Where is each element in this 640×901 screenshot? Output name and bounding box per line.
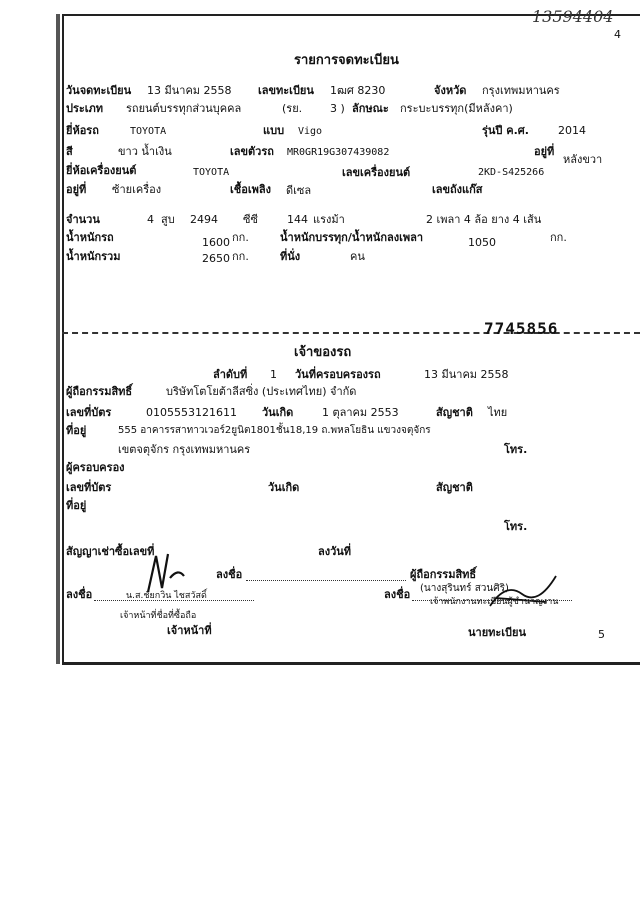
- scan-shadow: [56, 14, 60, 664]
- sign-registrar-label: ลงชื่อ: [384, 588, 411, 601]
- load-unit: กก.: [550, 231, 567, 244]
- plate-number: 1ฒศ 8230: [330, 84, 386, 97]
- load-label: น้ำหนักบรรทุก/น้ำหนักลงเพลา: [280, 231, 424, 244]
- address-label: ที่อยู่: [66, 424, 87, 437]
- vin: MR0GR19G307439082: [287, 147, 390, 158]
- possessor-label: ผู้ครอบครอง: [66, 461, 125, 474]
- possess-date: 13 มีนาคม 2558: [424, 368, 509, 381]
- birth-date: 1 ตุลาคม 2553: [322, 406, 399, 419]
- engine-brand-label: ยี่ห้อเครื่องยนต์: [66, 164, 137, 177]
- year-label: รุ่นปี ค.ศ.: [482, 124, 529, 137]
- officer-name: น.ส.ชัยกวิน ไชสวัสดิ์: [126, 591, 207, 601]
- possessor-address-label: ที่อยู่: [66, 499, 87, 512]
- possessor-tel-label: โทร.: [504, 520, 528, 533]
- order-number: 1: [270, 368, 277, 381]
- frame-bottom: [62, 662, 640, 665]
- holder-sign-label: ผู้ถือกรรมสิทธิ์: [410, 568, 477, 581]
- total-weight-label: น้ำหนักรวม: [66, 250, 121, 263]
- seats-unit: คน: [350, 250, 365, 263]
- engine-loc-label: อยู่ที่: [66, 183, 87, 196]
- engine-brand: TOYOTA: [193, 167, 230, 178]
- fuel-label: เชื้อเพลิง: [230, 183, 271, 196]
- registrar-label: นายทะเบียน: [468, 626, 527, 639]
- type-label: ประเภท: [66, 102, 104, 115]
- gas-tank-label: เลขถังแก๊ส: [432, 183, 483, 196]
- handwritten-number: 13594404: [532, 7, 614, 26]
- province: กรุงเทพมหานคร: [482, 84, 560, 97]
- engine-no-label: เลขเครื่องยนต์: [342, 166, 411, 179]
- possess-date-label: วันที่ครอบครองรถ: [295, 368, 381, 381]
- bottom-page-number: 5: [598, 628, 605, 641]
- nation-label: สัญชาติ: [436, 406, 473, 419]
- vin-label: เลขตัวรถ: [230, 145, 274, 158]
- top-page-number: 4: [614, 28, 621, 41]
- model-year: 2014: [558, 124, 586, 137]
- registrar-title: เจ้าพนักงานทะเบียนผู้ชำนาญงาน: [430, 597, 559, 607]
- possessor-nation-label: สัญชาติ: [436, 481, 473, 494]
- horsepower: 144: [287, 213, 308, 226]
- sign-officer-label: ลงชื่อ: [66, 588, 93, 601]
- officer-label: เจ้าหน้าที่: [167, 624, 212, 637]
- sign-holder-label: ลงชื่อ: [216, 568, 243, 581]
- vehicle-type: รถยนต์บรรทุกส่วนบุคคล: [126, 102, 242, 115]
- id-number: 0105553121611: [146, 406, 237, 419]
- sign-holder-line: [246, 580, 406, 581]
- reg-date-label: วันจดทะเบียน: [66, 84, 132, 97]
- cc-unit: ซีซี: [243, 213, 258, 226]
- frame-left: [62, 14, 64, 664]
- model: Vigo: [298, 126, 323, 137]
- vin-location: หลังขวา: [563, 153, 603, 166]
- color-label: สี: [66, 145, 73, 158]
- cyl-unit: สูบ: [161, 213, 175, 226]
- total-weight-unit: กก.: [232, 250, 249, 263]
- cc: 2494: [190, 213, 218, 226]
- nationality: ไทย: [488, 406, 508, 419]
- plate-label: เลขทะเบียน: [258, 84, 314, 97]
- lease-label: สัญญาเช่าซื้อเลขที่: [66, 545, 155, 558]
- cylinders: 4: [147, 213, 154, 226]
- brand-label: ยี่ห้อรถ: [66, 124, 99, 137]
- id-label: เลขที่บัตร: [66, 406, 112, 419]
- weight-label: น้ำหนักรถ: [66, 231, 114, 244]
- brand: TOYOTA: [130, 126, 167, 137]
- total-weight: 2650: [202, 252, 230, 265]
- birth-label: วันเกิด: [262, 406, 294, 419]
- possessor-birth-label: วันเกิด: [268, 481, 300, 494]
- officer-title: เจ้าหน้าที่ชื่อที่ซื้อถือ: [120, 611, 197, 621]
- holder-label: ผู้ถือกรรมสิทธิ์: [66, 385, 133, 398]
- holder-name: บริษัทโตโยต้าลีสซิ่ง (ประเทศไทย) จำกัด: [166, 385, 357, 398]
- vehicle-color: ขาว น้ำเงิน: [118, 145, 172, 158]
- vin-location-label: อยู่ที่: [534, 145, 555, 158]
- fuel: ดีเซล: [286, 184, 312, 197]
- engine-location: ซ้ายเครื่อง: [112, 183, 162, 196]
- count-label: จำนวน: [66, 213, 100, 226]
- stamp-number: 7745856: [484, 319, 559, 338]
- document-title: รายการจดทะเบียน: [294, 53, 399, 68]
- rs-code: 3 ): [330, 102, 345, 115]
- reg-date: 13 มีนาคม 2558: [147, 84, 232, 97]
- possessor-id-label: เลขที่บัตร: [66, 481, 112, 494]
- style-label: ลักษณะ: [352, 102, 389, 115]
- address-line-1: 555 อาคารรสาทาวเวอร์2ยูนิต1801ชั้น18,19 ถ.พหลโยธิน แขวงจตุจักร: [118, 425, 431, 436]
- owner-section-title: เจ้าของรถ: [294, 345, 352, 360]
- hp-unit: แรงม้า: [313, 213, 345, 226]
- rs-label: (รย.: [282, 102, 303, 115]
- lease-date-label: ลงวันที่: [318, 545, 352, 558]
- order-label: ลำดับที่: [213, 368, 248, 381]
- model-label: แบบ: [263, 124, 285, 137]
- tel-label: โทร.: [504, 443, 528, 456]
- weight-unit: กก.: [232, 231, 249, 244]
- engine-number: 2KD-S425266: [478, 167, 545, 178]
- address-line-2: เขตจตุจักร กรุงเทพมหานคร: [118, 443, 251, 456]
- load: 1050: [468, 236, 496, 249]
- province-label: จังหวัด: [434, 84, 467, 97]
- axle-info: 2 เพลา 4 ล้อ ยาง 4 เส้น: [426, 213, 542, 226]
- seats-label: ที่นั่ง: [280, 250, 301, 263]
- holder-representative: (นางสุรินทร์ สวนศิริ): [420, 583, 509, 594]
- vehicle-style: กระบะบรรทุก(มีหลังคา): [400, 102, 513, 115]
- weight: 1600: [202, 236, 230, 249]
